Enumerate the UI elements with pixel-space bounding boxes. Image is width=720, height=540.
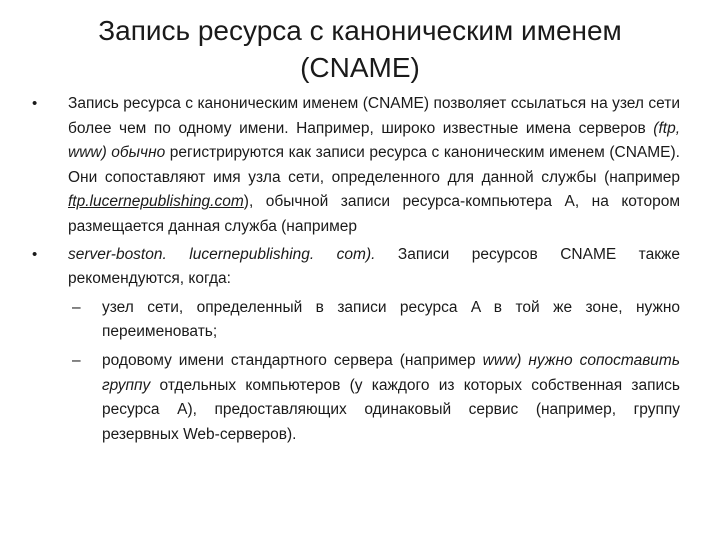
bullet-text: Запись ресурса с каноническим именем (CNAME) позволяет ссылаться на узел сети более чем по одному имени. Например, широко известные имена серверов bbox=[68, 95, 680, 137]
hyperlink[interactable]: ftp.lucernepublishing.com bbox=[68, 193, 244, 211]
title-line-1: Запись ресурса с каноническим именем bbox=[98, 15, 622, 46]
sub-bullet-item bbox=[32, 296, 680, 345]
bullet-mark: • bbox=[32, 95, 38, 112]
sub-bullet-text: узел сети, определенный в записи ресурса A в той же зоне, нужно переименовать; bbox=[102, 298, 680, 341]
bullet-text: регистрируются как записи ресурса с каноническим именем (CNAME). Они сопоставляют имя узла сети, определенного для данной службы (например bbox=[68, 144, 680, 186]
slide-title bbox=[60, 12, 660, 86]
bullet-item bbox=[32, 243, 680, 292]
bullet-text-italic: (ftp, www) обычно bbox=[68, 119, 680, 162]
title-line-2: (CNAME) bbox=[300, 52, 420, 83]
bullet-text: Записи ресурсов CNAME также рекомендуются, когда: bbox=[68, 245, 680, 288]
sub-bullet-text: отдельных компьютеров (у каждого из которых собственная запись ресурса A), предоставляющих одинаковый сервис (например, группу резервных Web-серверов). bbox=[102, 376, 680, 443]
bullet-mark: • bbox=[32, 245, 38, 263]
sub-bullet-text: родовому имени стандартного сервера (например bbox=[102, 351, 483, 369]
slide-body bbox=[32, 92, 680, 450]
bullet-item bbox=[32, 92, 680, 240]
sub-bullet-item bbox=[32, 349, 680, 447]
bullet-text: ), обычной записи ресурса-компьютера A, на котором размещается данная служба (например bbox=[68, 193, 680, 235]
sub-bullet-text-italic: www) нужно сопоставить группу bbox=[102, 351, 680, 394]
dash-mark: – bbox=[72, 298, 81, 316]
bullet-text-italic: server-boston. lucernepublishing. com). bbox=[68, 245, 376, 263]
dash-mark: – bbox=[72, 351, 81, 369]
